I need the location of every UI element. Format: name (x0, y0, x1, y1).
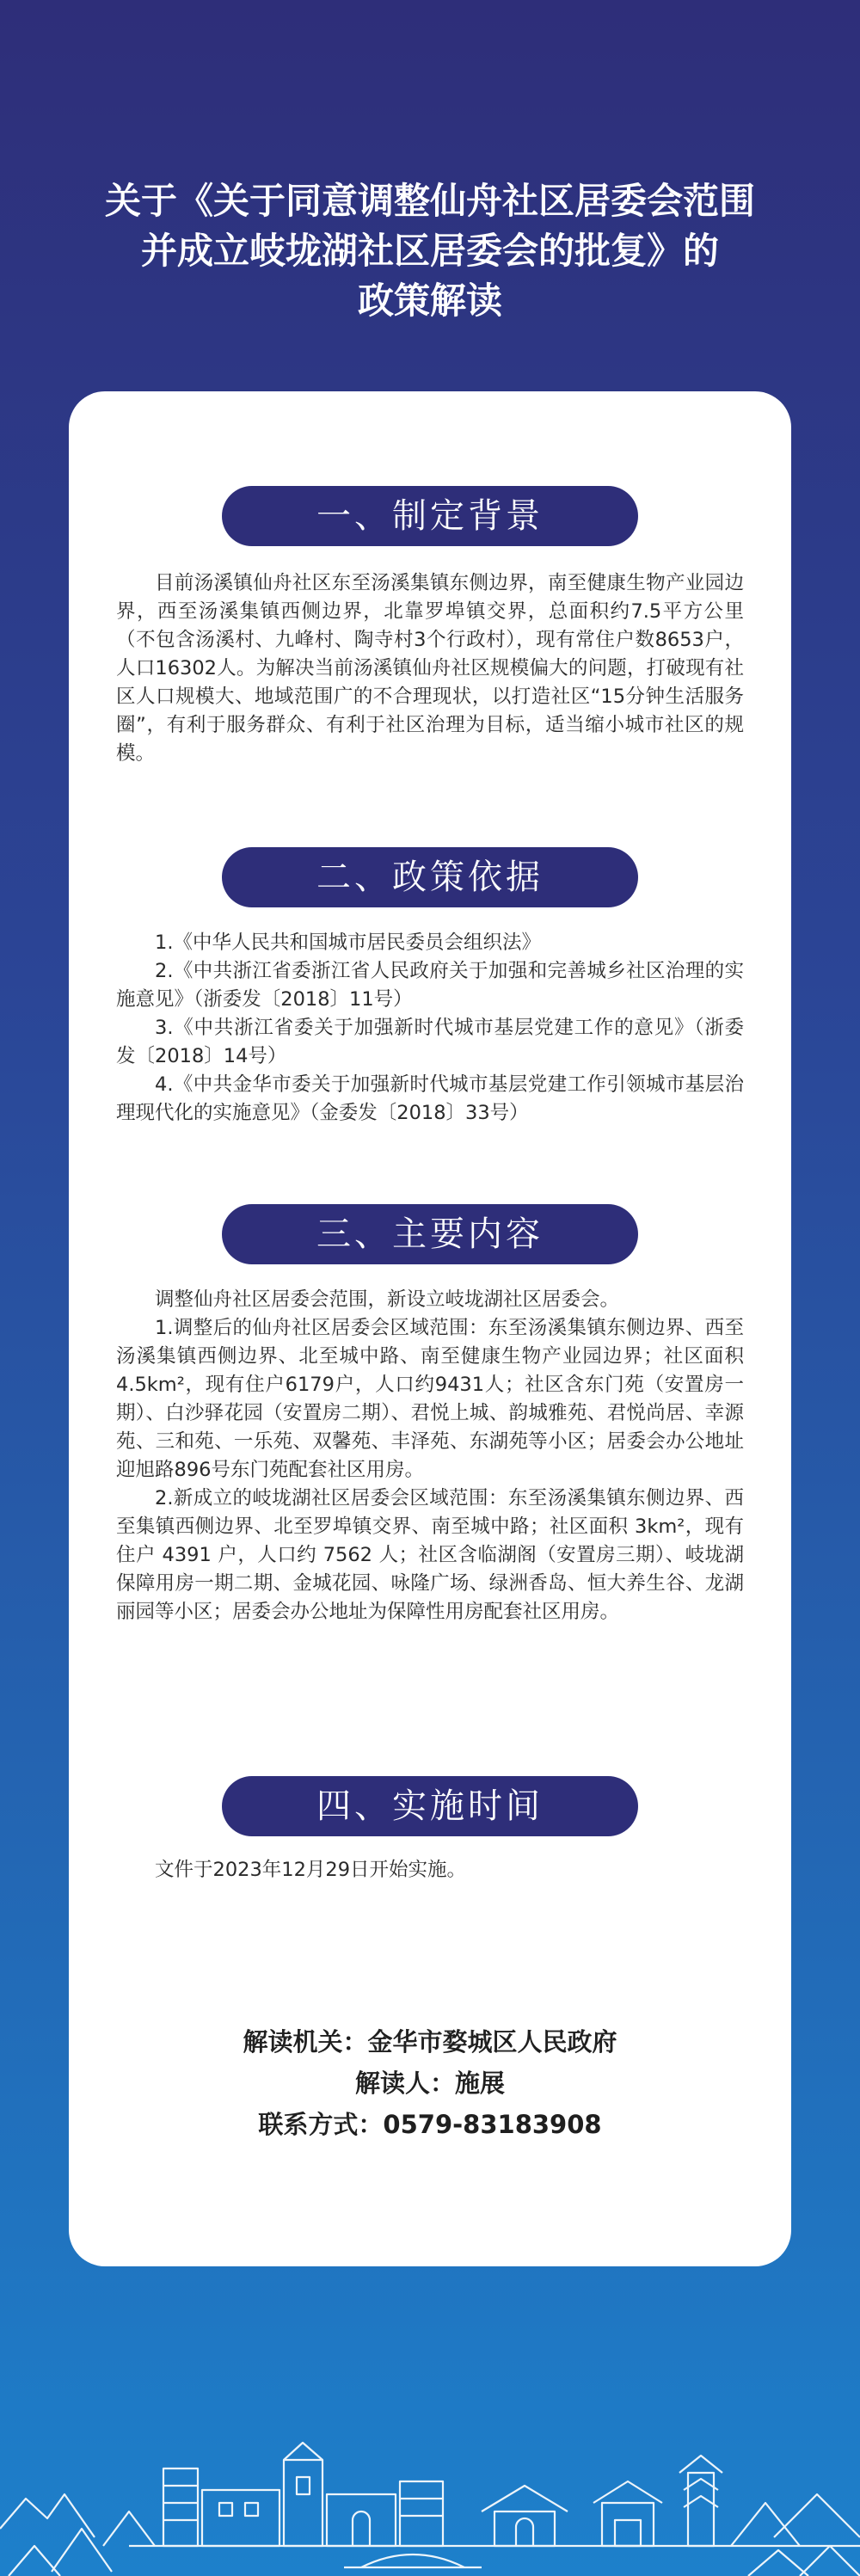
paragraph: 调整仙舟社区居委会范围，新设立岐垅湖社区居委会。 (155, 1288, 620, 1311)
contact-block (69, 2021, 791, 2145)
section-heading-content: 三、主要内容 (222, 1204, 638, 1264)
section-effective-date-body (116, 1856, 744, 1884)
list-item: 4.《中共金华市委关于加强新时代城市基层党建工作引领城市基层治理现代化的实施意见》（金委发〔2018〕33号） (116, 1073, 744, 1124)
list-item: 1.《中华人民共和国城市居民委员会组织法》 (155, 931, 541, 954)
interpreting-agency: 解读机关：金华市婺城区人民政府 (243, 2027, 617, 2056)
paragraph: 2.新成立的岐垅湖社区居委会区域范围：东至汤溪集镇东侧边界、西至集镇西侧边界、北至罗埠镇交界、南至城中路；社区面积 3km²，现有住户 4391 户，人口约 7562 人；社区含临湖阁（安置房三期）、岐垅湖保障用房一期二期、金城花园、咏隆广场、绿洲香岛、恒大养生谷、龙湖丽园等小区；居委会办公地址为保障性用房配套社区用房。 (116, 1487, 744, 1623)
paragraph: 文件于2023年12月29日开始实施。 (155, 1859, 467, 1881)
title-line-3: 政策解读 (357, 280, 502, 322)
section-basis-body (116, 929, 744, 1128)
paragraph: 目前汤溪镇仙舟社区东至汤溪集镇东侧边界，南至健康生物产业园边界，西至汤溪集镇西侧边界，北靠罗埠镇交界，总面积约7.5平方公里（不包含汤溪村、九峰村、陶寺村3个行政村），现有常住户数8653户，人口16302人。为解决当前汤溪镇仙舟社区规模偏大的问题，打破现有社区人口规模大、地域范围广的不合理现状，以打造社区“15分钟生活服务圈”，有利于服务群众、有利于社区治理为目标，适当缩小城市社区的规模。 (116, 572, 744, 765)
page-title (0, 176, 860, 326)
section-heading-basis: 二、政策依据 (222, 847, 638, 907)
section-heading-background: 一、制定背景 (222, 486, 638, 546)
interpreter: 解读人：施展 (354, 2069, 505, 2098)
section-content-body (116, 1286, 744, 1626)
content-card (69, 391, 791, 2266)
paragraph: 1.调整后的仙舟社区居委会区域范围：东至汤溪集镇东侧边界、西至汤溪集镇西侧边界、北至城中路、南至健康生物产业园边界；社区面积4.5km²，现有住户6179户，人口约9431人；社区含东门苑（安置房一期）、白沙驿花园（安置房二期）、君悦上城、韵城雅苑、君悦尚居、幸源苑、三和苑、一乐苑、双馨苑、丰泽苑、东湖苑等小区；居委会办公地址迎旭路896号东门苑配套社区用房。 (116, 1317, 744, 1481)
title-line-2: 并成立岐垅湖社区居委会的批复》的 (140, 230, 719, 272)
list-item: 3.《中共浙江省委关于加强新时代城市基层党建工作的意见》（浙委发〔2018〕14号） (116, 1017, 744, 1067)
section-heading-effective-date: 四、实施时间 (222, 1776, 638, 1836)
section-background-body (116, 569, 744, 768)
list-item: 2.《中共浙江省委浙江省人民政府关于加强和完善城乡社区治理的实施意见》（浙委发〔2018〕11号） (116, 960, 744, 1011)
contact-phone: 联系方式：0579-83183908 (258, 2110, 602, 2139)
skyline-illustration (0, 2408, 860, 2576)
title-line-1: 关于《关于同意调整仙舟社区居委会范围 (104, 180, 755, 222)
